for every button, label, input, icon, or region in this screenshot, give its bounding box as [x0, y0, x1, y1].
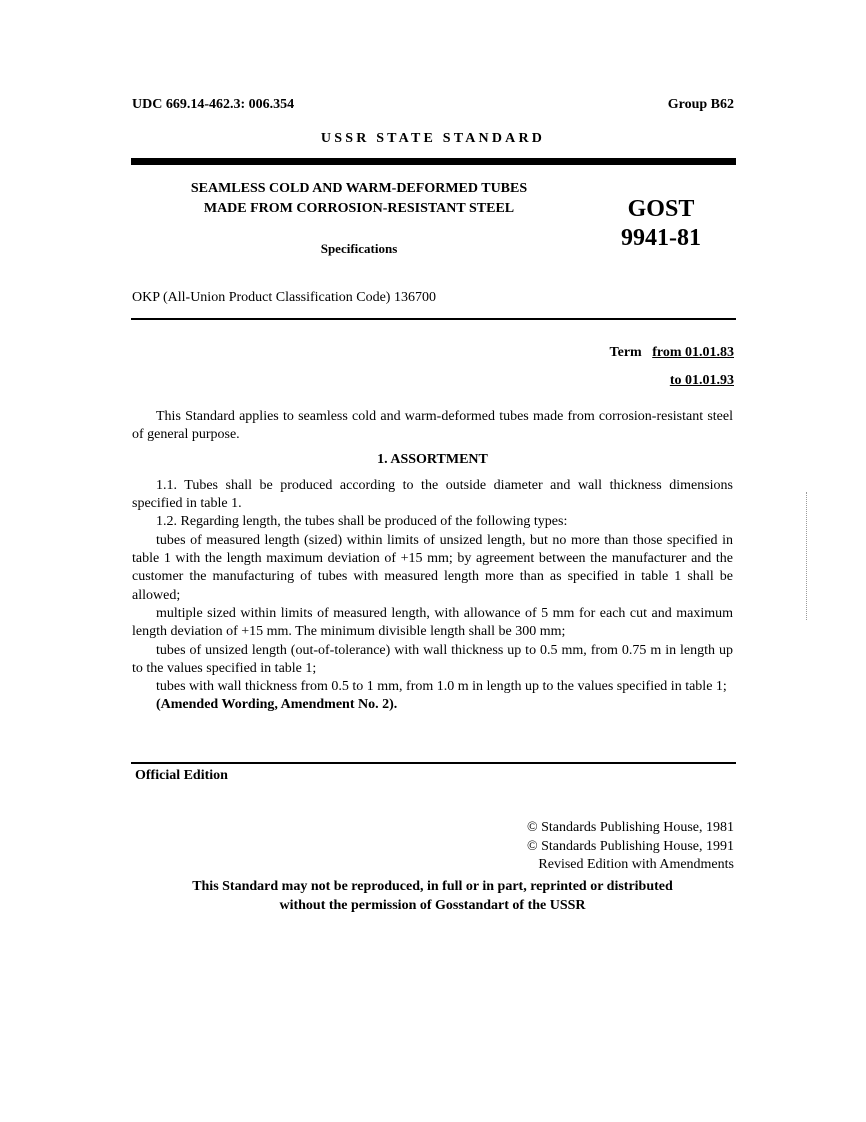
group-code: Group B62: [667, 97, 734, 112]
thick-divider: [131, 158, 736, 165]
paragraph-wall-thickness: tubes with wall thickness from 0.5 to 1 mm, from 1.0 m in length up to the values specified in table 1;: [156, 679, 727, 695]
notice-line-2: without the permission of Gosstandart of the USSR: [279, 898, 586, 913]
paragraph-1-2: 1.2. Regarding length, the tubes shall be produced of the following types:: [156, 514, 568, 530]
term-from-line: [610, 339, 734, 367]
copyright-block: [527, 819, 734, 875]
middle-divider: [131, 318, 736, 320]
term-label: Term: [609, 345, 642, 360]
term-block: [610, 339, 734, 395]
paragraph-measured-length: tubes of measured length (sized) within limits of unsized length, but no more than those specified in table 1 with the length maximum deviation of +15 mm; by agreement between the manufacturer and the customer the manufacturing of tubes with measured length more than as specified in table 1 shall be allowed;: [132, 532, 733, 603]
notice-line-1: This Standard may not be reproduced, in full or in part, reprinted or distributed: [192, 879, 673, 894]
margin-dotted-line: [806, 492, 811, 620]
term-to-line: [610, 367, 734, 395]
gost-label: GOST: [627, 196, 695, 222]
gost-number: 9941-81: [621, 225, 701, 251]
state-standard-heading: USSR STATE STANDARD: [320, 131, 546, 146]
section-heading: 1. ASSORTMENT: [377, 451, 488, 467]
document-title: [131, 179, 587, 219]
reproduction-notice: [132, 877, 733, 915]
title-line-2: MADE FROM CORROSION-RESISTANT STEEL: [203, 201, 515, 216]
body-text: [132, 408, 733, 715]
term-to: to 01.01.93: [669, 373, 734, 388]
copyright-1991: © Standards Publishing House, 1991: [526, 838, 734, 854]
udc-code: UDC 669.14-462.3: 006.354: [132, 97, 295, 112]
title-line-1: SEAMLESS COLD AND WARM-DEFORMED TUBES: [190, 181, 528, 196]
gost-designation: [600, 195, 722, 253]
intro-paragraph: This Standard applies to seamless cold and warm-deformed tubes made from corrosion-resistant steel of general purpose.: [132, 409, 733, 443]
paragraph-multiple-sized: multiple sized within limits of measured length, with allowance of 5 mm for each cut and maximum length deviation of +15 mm. The minimum divisible length shall be 300 mm;: [132, 605, 733, 640]
paragraph-unsized-length: tubes of unsized length (out-of-tolerance) with wall thickness up to 0.5 mm, from 0.75 m in length up to the values specified in table 1;: [132, 642, 733, 676]
paragraph-1-1: 1.1. Tubes shall be produced according to the outside diameter and wall thickness dimensions specified in table 1.: [132, 477, 733, 512]
amendment-note: (Amended Wording, Amendment No. 2).: [156, 697, 398, 713]
subtitle: Specifications: [320, 241, 398, 256]
okp-code: OKP (All-Union Product Classification Code) 136700: [132, 290, 436, 305]
term-from: from 01.01.83: [652, 345, 734, 360]
bottom-divider: [131, 762, 736, 764]
revised-edition: Revised Edition with Amendments: [538, 857, 734, 872]
official-edition: Official Edition: [135, 768, 228, 783]
copyright-1981: © Standards Publishing House, 1981: [526, 820, 734, 835]
